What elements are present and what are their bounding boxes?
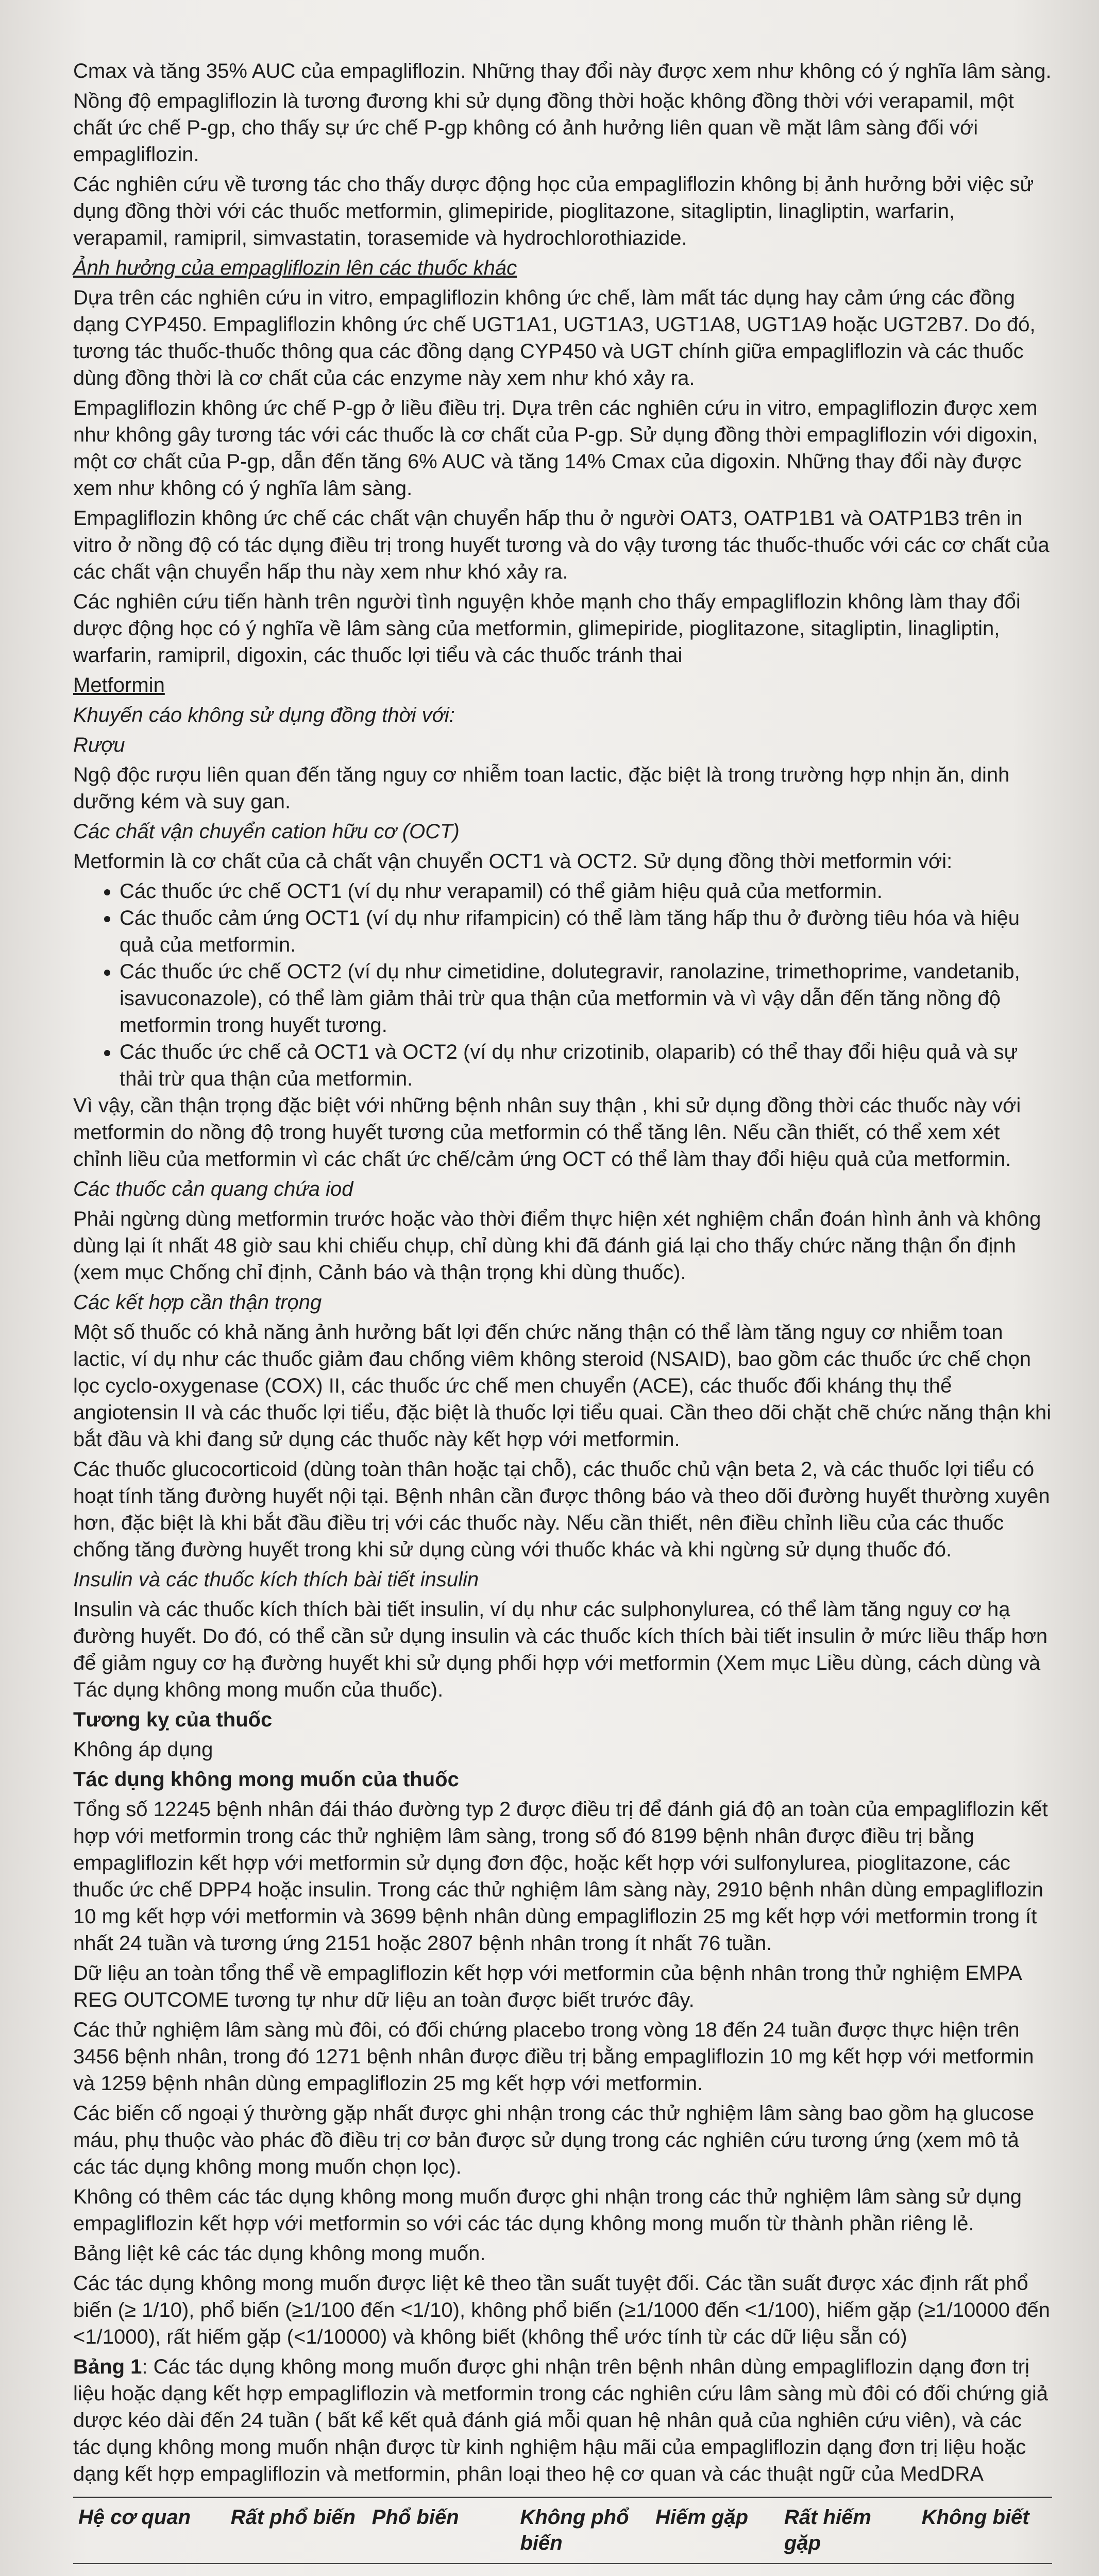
paragraph: Nồng độ empagliflozin là tương đương khi sử dụng đồng thời hoặc không đồng thời với verapamil, một chất ức chế P-gp, cho thấy sự ức chế P-gp không có ảnh hưởng liên quan về mặt lâm sàng đối với empagliflozin. — [73, 90, 1014, 166]
section-heading: Tác dụng không mong muốn của thuốc — [73, 1768, 459, 1791]
paragraph: Các thử nghiệm lâm sàng mù đôi, có đối chứng placebo trong vòng 18 đến 24 tuần được thực hiện trên 3456 bệnh nhân, trong đó 1271 bệnh nhân được điều trị bằng empagliflozin 10 mg kết hợp với metformin và 1259 bệnh nhân dùng empagliflozin 25 mg kết hợp với metformin. — [73, 2019, 1034, 2095]
oct-bullet-list — [73, 878, 1052, 1092]
col-common: Phổ biến — [367, 2498, 515, 2564]
col-very-common: Rất phổ biến — [226, 2498, 367, 2564]
col-organ-system: Hệ cơ quan — [73, 2498, 226, 2564]
cell-very-common — [226, 2564, 367, 2576]
section-heading: Các thuốc cản quang chứa iod — [73, 1178, 353, 1200]
list-item: • Các thuốc cảm ứng OCT1 (ví dụ như rifampicin) có thể làm tăng hấp thu ở đường tiêu hóa và hiệu quả của metformin. — [120, 905, 1052, 958]
cell-rare — [650, 2564, 779, 2576]
paragraph: Dựa trên các nghiên cứu in vitro, empagliflozin không ức chế, làm mất tác dụng hay cảm ứng các đồng dạng CYP450. Empagliflozin không ức chế UGT1A1, UGT1A3, UGT1A8, UGT1A9 hoặc UGT2B7. Do đó, tương tác thuốc-thuốc thông qua các đồng dạng CYP450 và UGT chính giữa empagliflozin và các thuốc dùng đồng thời là cơ chất của các enzyme này xem như khó xảy ra. — [73, 286, 1036, 389]
adverse-effects-section — [73, 1092, 1052, 2487]
paragraph: Một số thuốc có khả năng ảnh hưởng bất lợi đến chức năng thận có thể làm tăng nguy cơ nhiễm toan lactic, ví dụ như các thuốc giảm đau chống viêm không steroid (NSAID), bao gồm các thuốc ức chế chọn lọc cyclo-oxygenase (COX) II, các thuốc ức chế men chuyển (ACE), các thuốc đối kháng thụ thể angiotensin II và các thuốc lợi tiểu, đặc biệt là thuốc lợi tiểu quai. Cần theo dõi chặt chẽ chức năng thận khi bắt đầu và khi đang sử dụng các thuốc này kết hợp với metformin. — [73, 1321, 1052, 1451]
col-rare: Hiếm gặp — [650, 2498, 779, 2564]
paragraph: Tổng số 12245 bệnh nhân đái tháo đường typ 2 được điều trị để đánh giá độ an toàn của empagliflozin kết hợp với metformin trong các thử nghiệm lâm sàng, trong số đó 8199 bệnh nhân được điều trị bằng empagliflozin kết hợp với metformin sử dụng đơn độc, hoặc kết hợp với sulfonylurea, pioglitazone, các thuốc ức chế DPP4 hoặc insulin. Trong các thử nghiệm lâm sàng này, 2910 bệnh nhân dùng empagliflozin 10 mg kết hợp với metformin và 3699 bệnh nhân dùng empagliflozin 25 mg kết hợp với metformin trong ít nhất 24 tuần và tương ứng 2151 hoặc 2807 bệnh nhân trong ít nhất 76 tuần. — [73, 1798, 1048, 1955]
paragraph: Dữ liệu an toàn tổng thể về empagliflozin kết hợp với metformin của bệnh nhân trong thử nghiệm EMPA REG OUTCOME tương tự như dữ liệu an toàn được biết trước đây. — [73, 1962, 1021, 2011]
paragraph: Phải ngừng dùng metformin trước hoặc vào thời điểm thực hiện xét nghiệm chẩn đoán hình ảnh và không dùng lại ít nhất 48 giờ sau khi chiếu chụp, chỉ dùng khi đã đánh giá lại cho thấy chức năng thận ổn định (xem mục Chống chỉ định, Cảnh báo và thận trọng khi dùng thuốc). — [73, 1208, 1041, 1284]
paragraph: Các tác dụng không mong muốn được liệt kê theo tần suất tuyệt đối. Các tần suất được xác định rất phổ biến (≥ 1/10), phổ biến (≥1/100 đến <1/10), không phổ biến (≥1/1000 đến <1/100), hiếm gặp (≥1/10000 đến <1/1000), rất hiếm gặp (<1/10000) và không biết (không thể ước tính từ các dữ liệu sẵn có) — [73, 2272, 1050, 2348]
paragraph: Cmax và tăng 35% AUC của empagliflozin. Những thay đổi này được xem như không có ý nghĩa lâm sàng. — [73, 60, 1052, 82]
cell-organ — [73, 2564, 226, 2576]
list-item: • Các thuốc ức chế OCT1 (ví dụ như verapamil) có thể giảm hiệu quả của metformin. — [120, 878, 1052, 905]
section-heading: Metformin — [73, 674, 165, 697]
paragraph: Các nghiên cứu tiến hành trên người tình nguyện khỏe mạnh cho thấy empagliflozin không làm thay đổi dược động học có ý nghĩa về lâm sàng của metformin, glimepiride, pioglitazone, sitagliptin, linagliptin, warfarin, ramipril, digoxin, các thuốc lợi tiểu và các thuốc tránh thai — [73, 590, 1021, 667]
paragraph: Empagliflozin không ức chế P-gp ở liều điều trị. Dựa trên các nghiên cứu in vitro, empagliflozin được xem như không gây tương tác với các thuốc là cơ chất của P-gp. Sử dụng đồng thời empagliflozin với digoxin, một cơ chất của P-gp, dẫn đến tăng 6% AUC và tăng 14% Cmax của digoxin. Những thay đổi này được xem như không có ý nghĩa lâm sàng. — [73, 397, 1038, 500]
paragraph: Các biến cố ngoại ý thường gặp nhất được ghi nhận trong các thử nghiệm lâm sàng bao gồm hạ glucose máu, phụ thuộc vào phác đồ điều trị cơ bản được sử dụng trong các nghiên cứu tương ứng (xem mô tả các tác dụng không mong muốn chọn lọc). — [73, 2102, 1035, 2178]
section-heading: Các kết hợp cần thận trọng — [73, 1291, 322, 1314]
section-heading: Ảnh hưởng của empagliflozin lên các thuốc khác — [73, 257, 517, 279]
col-very-rare: Rất hiếm gặp — [779, 2498, 917, 2564]
paragraph: Metformin là cơ chất của cả chất vận chuyển OCT1 và OCT2. Sử dụng đồng thời metformin với: — [73, 850, 953, 873]
section-heading: Rượu — [73, 734, 125, 756]
document-body — [73, 58, 1052, 2576]
adverse-effects-table — [73, 2497, 1052, 2576]
table-caption-label: Bảng 1 — [73, 2355, 142, 2378]
paragraph: Không áp dụng — [73, 1738, 213, 1761]
section-heading: Tương kỵ của thuốc — [73, 1708, 273, 1731]
cell-unknown — [917, 2564, 1052, 2576]
paragraph: Không có thêm các tác dụng không mong muốn được ghi nhận trong các thử nghiệm lâm sàng sử dụng empagliflozin kết hợp với metformin so với các tác dụng không mong muốn từ thành phần riêng lẻ. — [73, 2185, 1022, 2235]
section-heading: Khuyến cáo không sử dụng đồng thời với: — [73, 704, 455, 726]
table-caption-text: : Các tác dụng không mong muốn được ghi nhận trên bệnh nhân dùng empagliflozin dạng đơn trị liệu hoặc dạng kết hợp empagliflozin và metformin trong các nghiên cứu lâm sàng mù đôi có đối chứng giả dược kéo dài đến 24 tuần ( bất kể kết quả đánh giá mỗi quan hệ nhân quả của nghiên cứu viên), và các tác dụng không mong muốn nhận được từ kinh nghiệm hậu mãi của empagliflozin dạng đơn trị liệu hoặc dạng kết hợp empagliflozin và metformin, phân loại theo hệ cơ quan và các thuật ngữ của MedDRA — [73, 2355, 1048, 2485]
paragraph: Vì vậy, cần thận trọng đặc biệt với những bệnh nhân suy thận , khi sử dụng đồng thời các thuốc này với metformin do nồng độ trong huyết tương của metformin có thể tăng lên. Nếu cần thiết, có thể xem xét chỉnh liều của metformin vì các chất ức chế/cảm ứng OCT có thể làm thay đổi hiệu quả của metformin. — [73, 1094, 1021, 1171]
cell-uncommon — [515, 2564, 650, 2576]
paragraph: Các nghiên cứu về tương tác cho thấy dược động học của empagliflozin không bị ảnh hưởng bởi việc sử dụng đồng thời với các thuốc metformin, glimepiride, pioglitazone, sitagliptin, linagliptin, warfarin, verapamil, ramipril, simvastatin, torasemide và hydrochlorothiazide. — [73, 173, 1034, 249]
list-item: • Các thuốc ức chế cả OCT1 và OCT2 (ví dụ như crizotinib, olaparib) có thể thay đổi hiệu quả và sự thải trừ qua thận của metformin. — [120, 1039, 1052, 1092]
paragraph: Empagliflozin không ức chế các chất vận chuyển hấp thu ở người OAT3, OATP1B1 và OATP1B3 trên in vitro ở nồng độ có tác dụng điều trị trong huyết tương và do vậy tương tác thuốc-thuốc với các cơ chất của các chất vận chuyển hấp thu này xem như khó xảy ra. — [73, 507, 1050, 583]
paragraph: Các thuốc glucocorticoid (dùng toàn thân hoặc tại chỗ), các thuốc chủ vận beta 2, và các thuốc lợi tiểu có hoạt tính tăng đường huyết nội tại. Bệnh nhân cần được thông báo và theo dõi đường huyết thường xuyên hơn, đặc biệt là khi bắt đầu điều trị với các thuốc này. Nếu cần thiết, nên điều chỉnh liều của các thuốc chống tăng đường huyết trong khi sử dụng cùng với thuốc khác và khi ngừng sử dụng thuốc đó. — [73, 1458, 1050, 1561]
section-heading: Các chất vận chuyển cation hữu cơ (OCT) — [73, 820, 460, 843]
cell-common — [367, 2564, 515, 2576]
paragraph: Bảng liệt kê các tác dụng không mong muốn. — [73, 2242, 486, 2265]
col-unknown: Không biết — [917, 2498, 1052, 2564]
col-uncommon: Không phổ biến — [515, 2498, 650, 2564]
section-heading: Insulin và các thuốc kích thích bài tiết insulin — [73, 1568, 479, 1591]
cell-very-rare — [779, 2564, 917, 2576]
list-item: • Các thuốc ức chế OCT2 (ví dụ như cimetidine, dolutegravir, ranolazine, trimethoprime, vandetanib, isavuconazole), có thể làm giảm thải trừ qua thận của metformin và vì vậy dẫn đến tăng nồng độ metformin trong huyết tương. — [120, 958, 1052, 1039]
paragraph: Ngộ độc rượu liên quan đến tăng nguy cơ nhiễm toan lactic, đặc biệt là trong trường hợp nhịn ăn, dinh dưỡng kém và suy gan. — [73, 764, 1010, 813]
table-header-row — [73, 2498, 1052, 2564]
interaction-section — [73, 58, 1052, 875]
table-caption — [73, 2353, 1052, 2487]
table-row — [73, 2564, 1052, 2576]
paragraph: Insulin và các thuốc kích thích bài tiết insulin, ví dụ như các sulphonylurea, có thể làm tăng nguy cơ hạ đường huyết. Do đó, có thể cần sử dụng insulin và các thuốc kích thích bài tiết insulin ở mức liều thấp hơn để giảm nguy cơ hạ đường huyết khi sử dụng phối hợp với metformin (Xem mục Liều dùng, cách dùng và Tác dụng không mong muốn của thuốc). — [73, 1598, 1048, 1701]
